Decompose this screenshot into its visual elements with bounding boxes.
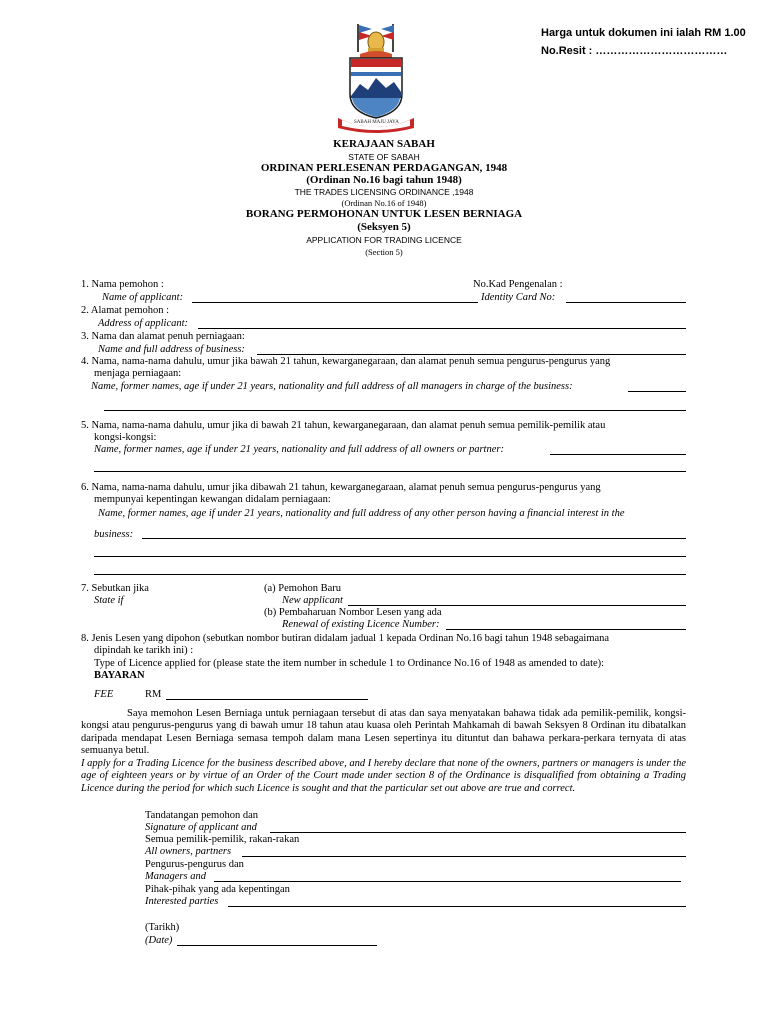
sig2-label-en: All owners, partners (145, 846, 232, 857)
sig3-label-en: Managers and (145, 871, 206, 882)
title-section-en: (Section 5) (365, 247, 403, 257)
financial-interest-field-1[interactable] (142, 538, 686, 539)
interested-parties-signature-field[interactable] (228, 906, 686, 907)
crest-motto: SABAH MAJU JAYA (354, 120, 399, 125)
q2-label: 2. Alamat pemohon : (81, 305, 170, 316)
owners-field-1[interactable] (550, 454, 686, 455)
renewal-licence-field[interactable] (446, 629, 686, 630)
q4-text-en: Name, former names, age if under 21 years, nationality and full address of all managers in charge of the business: (91, 381, 573, 392)
q4-text: 4. Nama, nama-nama dahulu, umur jika bawah 21 tahun, kewarganegaraan, dan alamat penuh semua pengurus-pengurus yang (81, 356, 611, 367)
title-section: (Seksyen 5) (357, 221, 411, 233)
business-address-field[interactable] (257, 354, 686, 355)
owners-field-2[interactable] (94, 471, 686, 472)
q5-text-en: Name, former names, age if under 21 years, nationality and full address of all owners or partner: (94, 444, 504, 455)
q8-text: 8. Jenis Lesen yang dipohon (sebutkan nombor butiran didalam jadual 1 kepada Ordinan No.16 bagi tahun 1948 sebagaimana (81, 633, 610, 644)
q1-label-en: Name of applicant: (102, 292, 184, 303)
sig4-label-en: Interested parties (145, 896, 219, 907)
option-renewal: (b) Pembaharuan Nombor Lesen yang ada (264, 607, 442, 618)
sig1-label: Tandatangan pemohon dan (145, 810, 258, 821)
q6-text-2: mempunyai kepentingan kewangan didalam perniagaan: (94, 494, 331, 505)
ic-number-field[interactable] (566, 302, 686, 303)
crest-icon (330, 18, 422, 136)
declaration-english: I apply for a Trading Licence for the business described above, and I hereby declare that none of the owners, partners or managers is under the age of eighteen years or by virtue of an Order of the Court made under section 8 of the Ordinance is disqualified from obtaining a Trading Licence during the period for which such Licence is sought and that the particular set out above are true and correct. (81, 758, 686, 794)
date-label-en: (Date) (145, 935, 173, 946)
sig3-label: Pengurus-pengurus dan (145, 859, 244, 870)
q8-text-en: Type of Licence applied for (please state the item number in schedule 1 to Ordinance No.16 of 1948 as amended to date): (94, 658, 605, 669)
q2-label-en: Address of applicant: (98, 318, 189, 329)
receipt-number: No.Resit : ……………………………… (541, 45, 728, 57)
sabah-crest-logo (330, 18, 422, 136)
q7-label-en: State if (94, 595, 124, 606)
title-government: KERAJAAN SABAH (333, 138, 435, 150)
price-note: Harga untuk dokumen ini ialah RM 1.00 (541, 27, 746, 39)
q4-text-2: menjaga perniagaan: (94, 368, 182, 379)
option-new-applicant-en: New applicant (282, 595, 343, 606)
declaration-malay: Saya memohon Lesen Berniaga untuk perniagaan tersebut di atas dan saya menyatakan bahawa tidak ada pemilik-pemilik, kongsi-kongsi atau pengurus-pengurus yang di bawah umur 18 tahun atau kuasa oleh Perintah Mahkamah di bawah Seksyen 8 Ordinan itu dibatalkan daripada mendapat Lesen Berniaga semasa tempoh dalam mana Lesen sepertinya itu dituntut dan bahawa perkara-perkara ternyata di atas semuanya betul. (81, 708, 686, 756)
q1-ic-label-en: Identity Card No: (481, 292, 556, 303)
title-ordinance-en: THE TRADES LICENSING ORDINANCE ,1948 (294, 187, 474, 197)
managers-field-1[interactable] (628, 391, 686, 392)
sig4-label: Pihak-pihak yang ada kepentingan (145, 884, 290, 895)
q7-label: 7. Sebutkan jika (81, 583, 149, 594)
q6-text: 6. Nama, nama-nama dahulu, umur jika dibawah 21 tahun, kewarganegaraan, alamat penuh semua pengurus-pengurus yang (81, 482, 601, 493)
title-ordinance-number: (Ordinan No.16 bagi tahun 1948) (306, 174, 462, 186)
financial-interest-field-2[interactable] (94, 556, 686, 557)
sig1-label-en: Signature of applicant and (145, 822, 257, 833)
managers-signature-field[interactable] (214, 881, 681, 882)
title-ordinance: ORDINAN PERLESENAN PERDAGANGAN, 1948 (260, 162, 508, 174)
date-label: (Tarikh) (145, 922, 180, 933)
applicant-signature-field[interactable] (270, 832, 686, 833)
q5-text: 5. Nama, nama-nama dahulu, umur jika di bawah 21 tahun, kewarganegaraan, dan alamat penuh semua pemilik-pemilik atau (81, 420, 606, 431)
option-renewal-en: Renewal of existing Licence Number: (282, 619, 440, 630)
option-new-applicant: (a) Pemohon Baru (264, 583, 341, 594)
q1-label: 1. Nama pemohon : (81, 279, 164, 290)
new-applicant-field[interactable] (348, 605, 686, 606)
payment-heading: BAYARAN (94, 670, 145, 681)
fee-label: FEE (94, 689, 114, 700)
applicant-address-field[interactable] (198, 328, 686, 329)
date-field[interactable] (177, 945, 377, 946)
title-ordinance-number-en: (Ordinan No.16 of 1948) (341, 198, 427, 208)
title-form: BORANG PERMOHONAN UNTUK LESEN BERNIAGA (245, 208, 523, 220)
q5-text-2: kongsi-kongsi: (94, 432, 157, 443)
applicant-name-field[interactable] (192, 302, 478, 303)
q6-text-en-2: business: (94, 529, 134, 540)
q3-label-en: Name and full address of business: (98, 344, 245, 355)
sig2-label: Semua pemilik-pemilik, rakan-rakan (145, 834, 300, 845)
managers-field-2[interactable] (104, 410, 686, 411)
fee-amount-field[interactable] (166, 699, 368, 700)
q1-ic-label: No.Kad Pengenalan : (473, 279, 563, 290)
q3-label: 3. Nama dan alamat penuh perniagaan: (81, 331, 245, 342)
fee-currency: RM (145, 689, 162, 700)
q6-text-en: Name, former names, age if under 21 years, nationality and full address of any other person having a financial interest in the (98, 508, 625, 519)
financial-interest-field-3[interactable] (94, 574, 686, 575)
q8-text-2: dipindah ke tarikh ini) : (94, 645, 194, 656)
title-form-en: APPLICATION FOR TRADING LICENCE (306, 235, 462, 245)
title-state: STATE OF SABAH (348, 152, 420, 162)
owners-signature-field[interactable] (242, 856, 686, 857)
